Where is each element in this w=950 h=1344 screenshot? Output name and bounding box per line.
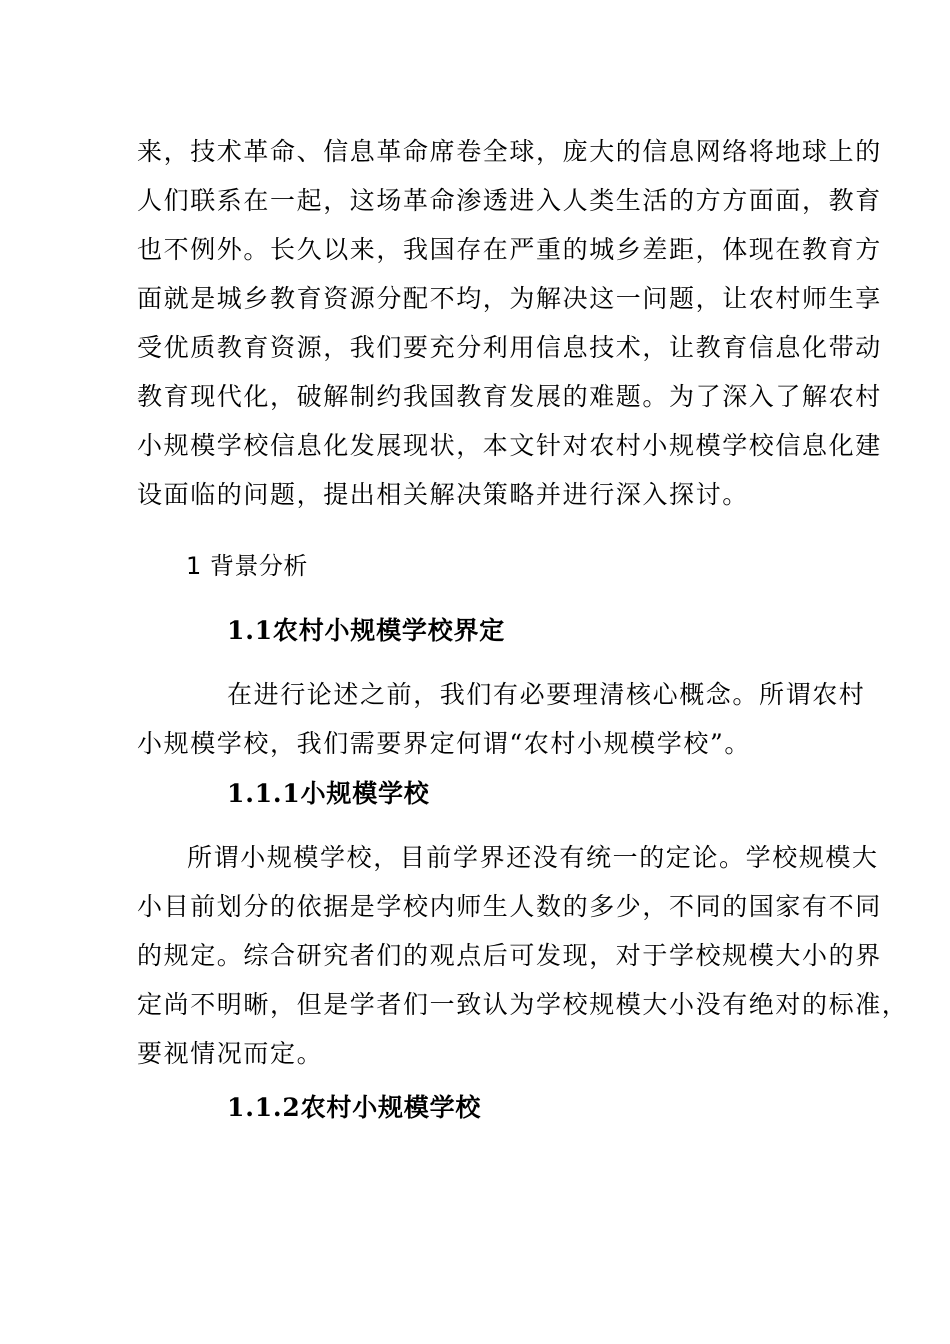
text-line: 小规模学校信息化发展现状，本文针对农村小规模学校信息化建	[137, 431, 882, 460]
text-line: 设面临的问题，提出相关解决策略并进行深入探讨。	[137, 480, 749, 509]
text-line: 也不例外。长久以来，我国存在严重的城乡差距，体现在教育方	[137, 235, 882, 264]
text-line: 小目前划分的依据是学校内师生人数的多少，不同的国家有不同	[137, 892, 882, 921]
text-line: 在进行论述之前，我们有必要理清核心概念。所谓农村	[227, 680, 866, 709]
section-heading-1-1-1: 1.1.1小规模学校	[227, 779, 430, 808]
text-line: 小规模学校，我们需要界定何谓“农村小规模学校”。	[137, 729, 751, 758]
text-line: 来，技术革命、信息革命席卷全球，庞大的信息网络将地球上的	[137, 137, 882, 166]
text-line: 所谓小规模学校，目前学界还没有统一的定论。学校规模大	[187, 843, 879, 872]
text-line: 要视情况而定。	[137, 1039, 324, 1068]
text-line: 的规定。综合研究者们的观点后可发现，对于学校规模大小的界	[137, 941, 882, 970]
section-heading-1-1-2: 1.1.2农村小规模学校	[227, 1093, 482, 1122]
text-line: 定尚不明晰，但是学者们一致认为学校规模大小没有绝对的标准，	[137, 990, 909, 1019]
text-line: 教育现代化，破解制约我国教育发展的难题。为了深入了解农村	[137, 382, 882, 411]
text-line: 人们联系在一起，这场革命渗透进入人类生活的方方面面，教育	[137, 186, 882, 215]
text-line: 受优质教育资源，我们要充分利用信息技术，让教育信息化带动	[137, 333, 882, 362]
section-heading-1-1: 1.1农村小规模学校界定	[227, 616, 506, 645]
section-heading-1: 1 背景分析	[186, 552, 308, 580]
text-line: 面就是城乡教育资源分配不均，为解决这一问题，让农村师生享	[137, 284, 882, 313]
